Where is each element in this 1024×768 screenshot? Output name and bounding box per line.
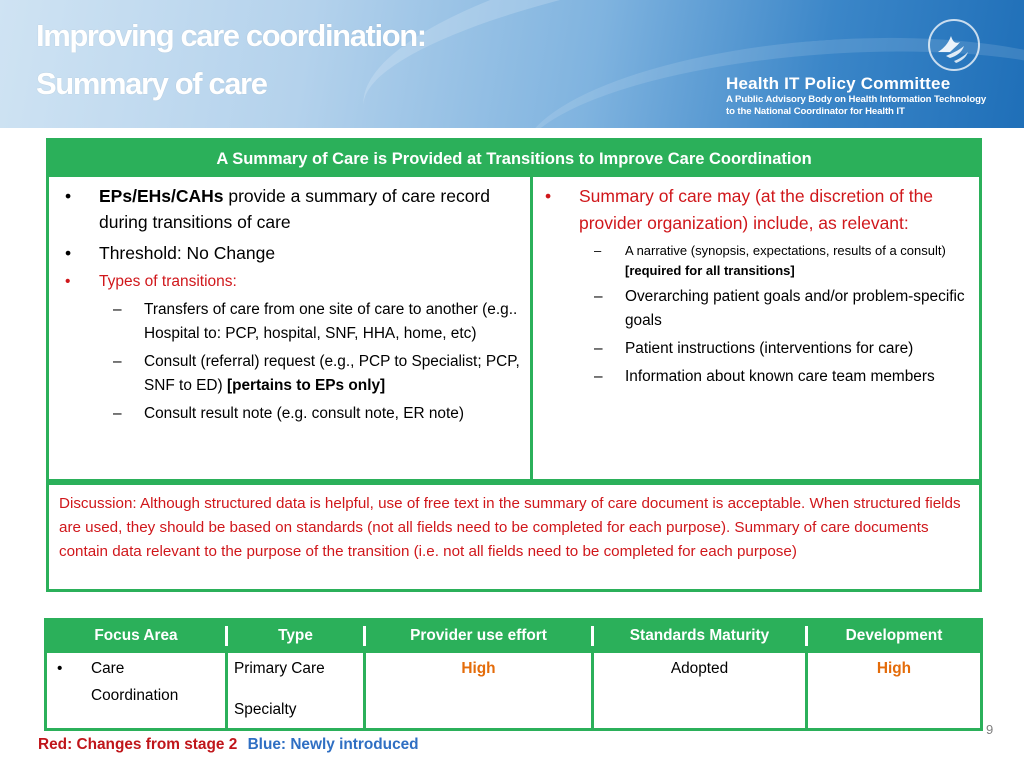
sub-bullet-item — [55, 350, 525, 398]
left-column — [55, 183, 525, 430]
bullet-item — [538, 183, 978, 237]
sub-bullet-text: A narrative (synopsis, expectations, results of a consult) — [625, 243, 946, 258]
sub-bullet-item — [55, 402, 525, 426]
dash-icon: – — [594, 368, 603, 385]
sub-bullet-item — [538, 241, 978, 281]
bullet-icon: • — [65, 273, 71, 290]
discussion-box: Discussion: Although structured data is helpful, use of free text in the summary of care document is acceptable. When structured fields are used, they should be based on standards (not all fields need to be completed for each purpose). Summary of care documents contain data relevant to the purpose of the transition (i.e. not all fields need to be completed for each purpose) — [46, 482, 982, 592]
sub-bullet-text: Overarching patient goals and/or problem-specific goals — [625, 288, 965, 329]
column-divider — [530, 177, 533, 482]
dash-icon: – — [113, 405, 122, 422]
sub-bullet-bold-text: [required for all transitions] — [625, 263, 795, 278]
cell-type-line2: Specialty — [234, 701, 297, 718]
header-divider — [225, 626, 228, 646]
slide-title-line1: Improving care coordination: — [36, 18, 426, 53]
header-divider — [363, 626, 366, 646]
header-divider — [805, 626, 808, 646]
table-header-row — [47, 621, 980, 651]
bullet-text: provide a summary of care record during transitions of care — [99, 186, 490, 232]
column-header-type: Type — [278, 627, 313, 644]
sub-bullet-item — [538, 337, 978, 361]
sub-bullet-text: Consult (referral) request (e.g., PCP to Specialist; PCP, SNF to ED) — [144, 353, 520, 394]
bullet-item — [55, 240, 525, 266]
bullet-icon: • — [545, 186, 552, 206]
header-banner — [0, 0, 1024, 128]
bullet-item — [55, 271, 525, 293]
sub-bullet-item — [538, 285, 978, 333]
cell-provider-effort: High — [461, 660, 496, 677]
legend-red: Red: Changes from stage 2 — [38, 736, 238, 753]
bullet-bold-text: EPs/EHs/CAHs — [99, 186, 224, 206]
sub-bullet-text: Consult result note (e.g. consult note, ER note) — [144, 405, 464, 422]
cell-standards-maturity: Adopted — [670, 660, 729, 677]
hhs-eagle-icon — [924, 18, 984, 72]
dash-icon: – — [113, 301, 122, 318]
sub-bullet-text: Transfers of care from one site of care to another (e.g.. Hospital to: PCP, hospital, SNF, HHA, home, etc) — [144, 301, 518, 342]
column-header-standards-maturity: Standards Maturity — [629, 627, 770, 644]
sub-bullet-item — [55, 298, 525, 346]
box-heading: A Summary of Care is Provided at Transitions to Improve Care Coordination — [49, 141, 979, 177]
right-column — [538, 183, 978, 393]
cell-focus-area: Care Coordination — [91, 660, 179, 704]
dash-icon: – — [113, 353, 122, 370]
header-divider — [591, 626, 594, 646]
org-subtitle-line1: A Public Advisory Body on Health Information Technology — [726, 94, 987, 105]
bullet-text: Threshold: No Change — [99, 243, 276, 263]
page-number: 9 — [986, 722, 994, 737]
bullet-text: Summary of care may (at the discretion of the provider organization) include, as relevant: — [579, 186, 934, 233]
dash-icon: – — [594, 340, 603, 357]
cell-development: High — [876, 660, 912, 677]
focus-area-table — [44, 618, 983, 731]
bullet-icon: • — [65, 243, 72, 263]
color-legend — [38, 734, 419, 756]
sub-bullet-bold-text: [pertains to EPs only] — [226, 377, 386, 394]
column-header-focus-area: Focus Area — [94, 627, 178, 644]
bullet-text: Types of transitions: — [99, 273, 237, 290]
org-subtitle-line2: to the National Coordinator for Health IT — [726, 106, 905, 117]
cell-type — [234, 655, 359, 723]
legend-blue: Blue: Newly introduced — [247, 736, 419, 753]
bullet-icon: • — [65, 186, 72, 206]
sub-bullet-text: Patient instructions (interventions for care) — [625, 340, 914, 357]
column-header-development: Development — [845, 627, 943, 644]
org-subtitle — [726, 94, 1016, 118]
slide-title-line2: Summary of care — [36, 66, 267, 101]
slide-title — [36, 12, 676, 108]
dash-icon: – — [594, 243, 602, 258]
header-rule — [47, 651, 980, 653]
summary-of-care-box — [46, 138, 982, 482]
sub-bullet-item — [538, 365, 978, 389]
column-header-provider-effort: Provider use effort — [410, 627, 547, 644]
bullet-item — [55, 183, 525, 235]
sub-bullet-text: Information about known care team members — [625, 368, 935, 385]
bullet-icon: • — [57, 660, 63, 677]
cell-type-line1: Primary Care — [234, 660, 325, 677]
org-name: Health IT Policy Committee — [726, 74, 951, 93]
dash-icon: – — [594, 288, 603, 305]
